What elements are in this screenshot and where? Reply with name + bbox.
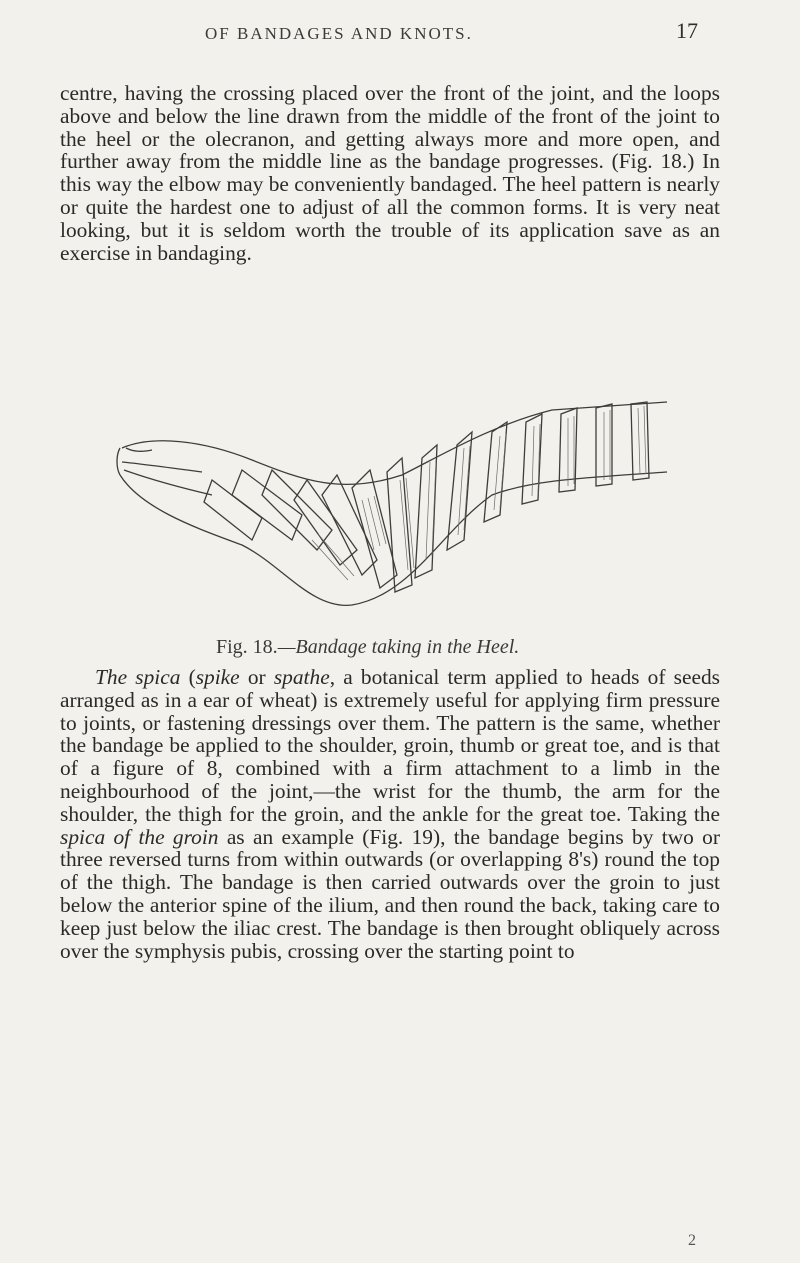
spica-text-a: , a botanical term applied to heads of seeds arranged as in a ear of wheat) is extremely useful for applying firm pressure to joints, or fastening dressings over them. The pattern is the same, whether the bandage be applied to the shoulder, groin, thumb or great toe, and is that of a figure of 8, combined with a firm attachment to a limb in the neighbourhood of the joint,—the wrist for the thumb, the arm for the shoulder, the thigh for the groin, and the ankle for the great toe. Taking the xyxy=(60,665,720,826)
term-spica: The spica xyxy=(95,665,181,689)
heel-bandage-illustration xyxy=(112,400,672,620)
spica-text-b: as an example (Fig. 19), the bandage begins by two or three reversed turns from within outwards (or overlapping 8's) round the top of the thigh. The bandage is then carried outwards over the groin to just below the anterior spine of the ilium, and then round the back, taking care to keep just below the iliac crest. The bandage is then brought obliquely across over the symphysis pubis, crossing over the starting point to xyxy=(60,824,720,963)
term-spica-of-groin: spica of the groin xyxy=(60,824,219,849)
figure-title: —Bandage taking in the Heel. xyxy=(277,636,520,658)
paragraph-spica xyxy=(60,666,720,962)
running-head: OF BANDAGES AND KNOTS. xyxy=(205,24,473,43)
term-spike: spike xyxy=(195,665,240,689)
paren-open: ( xyxy=(180,665,196,689)
term-spathe: spathe xyxy=(273,665,330,689)
page-number: 17 xyxy=(676,18,698,43)
paragraph-heel-pattern: centre, having the crossing placed over the front of the joint, and the loops above and below the line drawn from the middle of the front of the joint to the heel or the olecranon, and getting always more and more open, and further away from the middle line as the bandage progresses. (Fig. 18.) In this way the elbow may be conveniently bandaged. The heel pattern is nearly or quite the hardest one to adjust of all the common forms. It is very neat looking, but it is seldom worth the trouble of its application save as an exercise in bandaging. xyxy=(60,81,720,265)
figure-caption xyxy=(216,636,519,659)
word-or: or xyxy=(239,665,274,689)
figure-label: Fig. 18. xyxy=(216,636,278,658)
signature-mark: 2 xyxy=(688,1232,696,1249)
